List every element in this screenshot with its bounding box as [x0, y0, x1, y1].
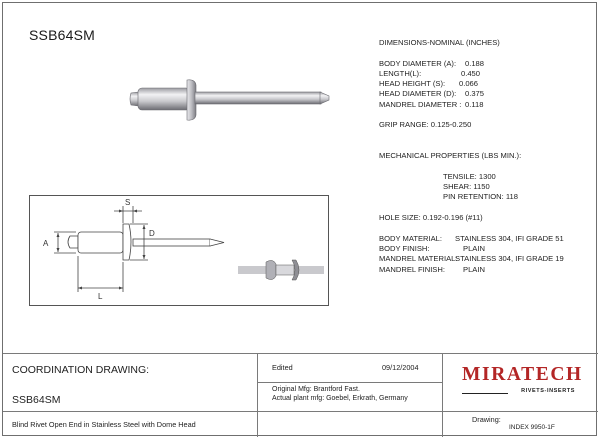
mandrel-diameter-label: MANDREL DIAMETER : — [379, 99, 462, 109]
miratech-logo: MIRATECH RIVETS-INSERTS — [462, 364, 583, 394]
head-diameter-value: 0.375 — [465, 89, 485, 99]
footer-part-number: SSB64SM — [12, 394, 61, 406]
edited-date: 09/12/2004 — [382, 363, 419, 372]
rivet-head — [187, 80, 196, 120]
rivet-mandrel-tip — [320, 92, 329, 104]
grip-range: GRIP RANGE: 0.125-0.250 — [379, 120, 472, 130]
installed-rivet-section — [238, 260, 324, 280]
part-number-title: SSB64SM — [29, 27, 95, 43]
footer-divider-edited — [258, 382, 442, 383]
mandrel-material-label: MANDREL MATERIAL: — [379, 254, 458, 264]
dim-label-a: A — [43, 239, 49, 248]
dim-label-l: L — [98, 292, 103, 301]
rivet-mandrel — [195, 92, 321, 104]
footer-top-rule — [3, 353, 598, 354]
mandrel-diameter-value: 0.118 — [465, 99, 484, 109]
length-value: 0.450 — [461, 68, 481, 78]
body-material-label: BODY MATERIAL: — [379, 233, 443, 243]
body-diameter-value: 0.188 — [465, 58, 485, 68]
drawing-label: Drawing: — [472, 415, 501, 424]
drawing-index: INDEX 9950-1F — [509, 424, 555, 431]
footer-bottom-rule — [3, 411, 598, 412]
coordination-drawing-label: COORDINATION DRAWING: — [12, 364, 150, 376]
part-description: Blind Rivet Open End in Stainless Steel with Dome Head — [12, 420, 196, 429]
rivet-photo — [129, 79, 335, 123]
specs-panel — [379, 38, 594, 275]
body-material-value: STAINLESS 304, IFI GRADE 51 — [455, 233, 564, 243]
logo-tagline: RIVETS-INSERTS — [521, 388, 575, 394]
rivet-mandrel-tail — [130, 92, 139, 106]
head-diameter-label: HEAD DIAMETER (D): — [379, 89, 457, 99]
body-diameter-label: BODY DIAMETER (A): — [379, 58, 457, 68]
drawing-sheet — [2, 2, 597, 436]
rivet-body — [138, 88, 190, 110]
head-height-value: 0.066 — [459, 79, 479, 89]
hole-size: HOLE SIZE: 0.192-0.196 (#11) — [379, 213, 483, 223]
dim-label-s: S — [125, 198, 131, 207]
actual-mfg: Actual plant mfg: Goebel, Erkrath, Germany — [272, 395, 408, 402]
footer-divider-right — [442, 353, 443, 437]
length-label: LENGTH(L): — [379, 68, 422, 78]
tensile-value: TENSILE: 1300 — [443, 171, 496, 181]
body-finish-label: BODY FINISH: — [379, 243, 430, 253]
mandrel-material-value: STAINLESS 304, IFI GRADE 19 — [455, 254, 564, 264]
mandrel-finish-label: MANDREL FINISH: — [379, 264, 445, 274]
head-height-label: HEAD HEIGHT (S): — [379, 79, 446, 89]
mandrel-finish-value: PLAIN — [463, 264, 485, 274]
shear-value: SHEAR: 1150 — [443, 182, 490, 192]
pin-retention-value: PIN RETENTION: 118 — [443, 192, 518, 202]
edited-label: Edited — [272, 363, 293, 372]
dimensions-heading: DIMENSIONS-NOMINAL (INCHES) — [379, 38, 500, 47]
dim-label-d: D — [149, 229, 155, 238]
dimension-diagram — [29, 195, 329, 306]
dimension-drawing — [30, 196, 328, 305]
mechanical-heading: MECHANICAL PROPERTIES (LBS MIN.): — [379, 151, 522, 161]
body-finish-value: PLAIN — [463, 243, 485, 253]
original-mfg: Original Mfg: Brantford Fast. — [272, 386, 360, 393]
footer-divider-left — [257, 353, 258, 437]
